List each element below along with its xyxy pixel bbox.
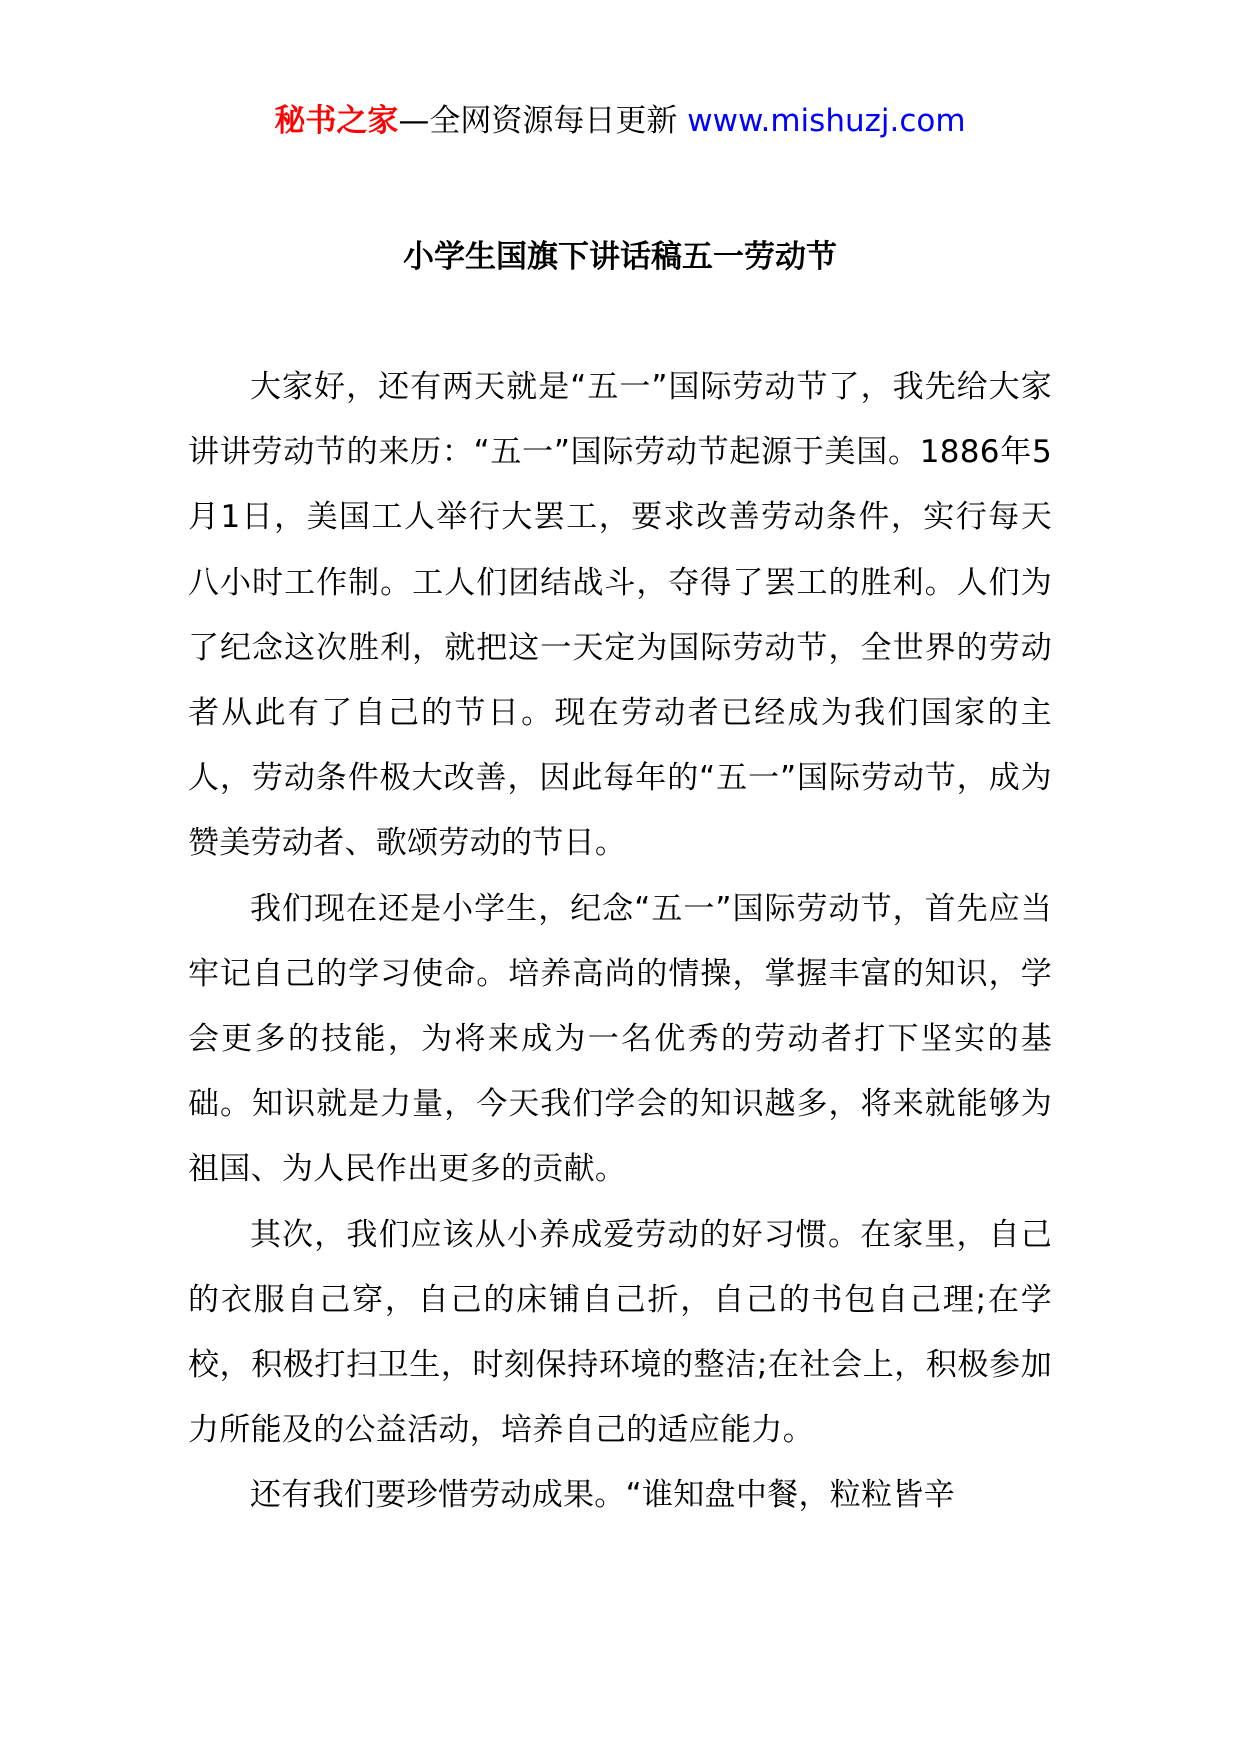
paragraph-2: 我们现在还是小学生，纪念“五一”国际劳动节，首先应当牢记自己的学习使命。培养高尚的情操，掌握丰富的知识，学会更多的技能，为将来成为一名优秀的劳动者打下坚实的基础。知识就是力量，今天我们学会的知识越多，将来就能够为祖国、为人民作出更多的贡献。 <box>188 890 1052 1188</box>
page-header <box>0 96 1240 146</box>
site-url-link[interactable]: www.mishuzj.com <box>687 103 966 139</box>
paragraph-4: 还有我们要珍惜劳动成果。“谁知盘中餐，粒粒皆辛 <box>250 1477 955 1514</box>
paragraph-3: 其次，我们应该从小养成爱劳动的好习惯。在家里，自己的衣服自己穿，自己的床铺自己折，自己的书包自己理;在学校，积极打扫卫生，时刻保持环境的整洁;在社会上，积极参加力所能及的公益活动，培养自己的适应能力。 <box>188 1216 1052 1449</box>
brand-name: 秘书之家 <box>274 103 399 139</box>
document-body <box>188 355 1052 1529</box>
header-tagline: —全网资源每日更新 <box>398 103 688 139</box>
paragraph-1: 大家好，还有两天就是“五一”国际劳动节了，我先给大家讲讲劳动节的来历：“五一”国际劳动节起源于美国。1886年5月1日，美国工人举行大罢工，要求改善劳动条件，实行每天八小时工作制。工人们团结战斗，夺得了罢工的胜利。人们为了纪念这次胜利，就把这一天定为国际劳动节，全世界的劳动者从此有了自己的节日。现在劳动者已经成为我们国家的主人，劳动条件极大改善，因此每年的“五一”国际劳动节，成为赞美劳动者、歌颂劳动的节日。 <box>188 369 1052 862</box>
document-title: 小学生国旗下讲话稿五一劳动节 <box>403 239 837 275</box>
